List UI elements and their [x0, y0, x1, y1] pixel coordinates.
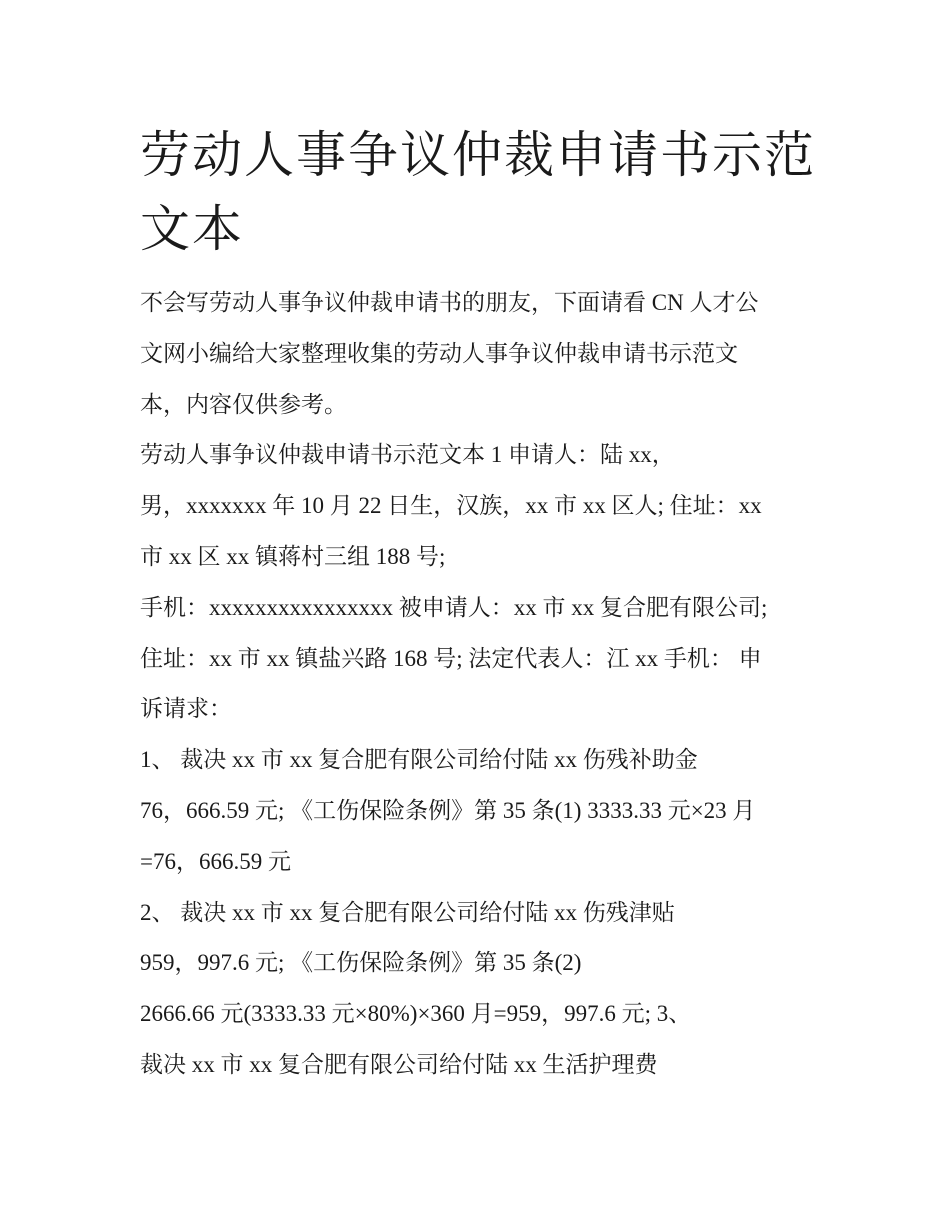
body-line: 劳动人事争议仲裁申请书示范文本 1 申请人：陆 xx， [140, 442, 675, 468]
body-line: 文网小编给大家整理收集的劳动人事争议仲裁申请书示范文 [140, 340, 738, 366]
body-line: 1、 裁决 xx 市 xx 复合肥有限公司给付陆 xx 伤残补助金 [140, 747, 698, 773]
body-line: 住址：xx 市 xx 镇盐兴路 168 号; 法定代表人：江 xx 手机： 申 [140, 645, 762, 671]
body-line: 76，666.59 元; 《工伤保险条例》第 35 条(1) 3333.33 元×23 月 [140, 797, 756, 823]
title-line: 文本 [140, 200, 244, 258]
body-line: 不会写劳动人事争议仲裁申请书的朋友，下面请看 CN 人才公 [140, 290, 759, 315]
body-line: 男，xxxxxxx 年 10 月 22 日生，汉族，xx 市 xx 区人; 住址：xx [140, 493, 762, 519]
body-line: 2、 裁决 xx 市 xx 复合肥有限公司给付陆 xx 伤残津贴 [140, 899, 675, 925]
body-line: =76，666.59 元 [140, 848, 291, 874]
body-line: 手机：xxxxxxxxxxxxxxxx 被申请人：xx 市 xx 复合肥有限公司; [140, 594, 768, 620]
body-line: 本，内容仅供参考。 [140, 391, 347, 417]
document-body [140, 278, 820, 1091]
body-line: 市 xx 区 xx 镇蒋村三组 188 号; [140, 543, 446, 569]
document-title [140, 118, 820, 266]
body-line: 裁决 xx 市 xx 复合肥有限公司给付陆 xx 生活护理费 [140, 1051, 658, 1077]
body-line: 2666.66 元(3333.33 元×80%)×360 月=959，997.6 元; 3、 [140, 1001, 692, 1027]
body-line: 诉请求： [140, 696, 232, 722]
body-line: 959，997.6 元; 《工伤保险条例》第 35 条(2) [140, 950, 582, 976]
title-line: 劳动人事争议仲裁申请书示范 [140, 126, 816, 184]
